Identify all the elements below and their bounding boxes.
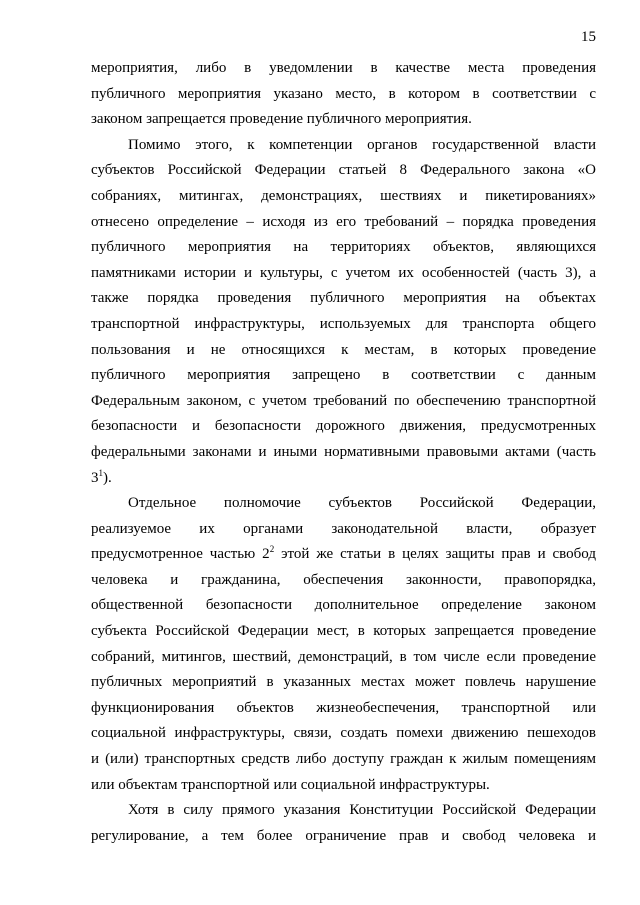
line-text: Федеральным законом, с учетом требований по обеспечению транспортной xyxy=(91,392,596,409)
text-line xyxy=(91,210,596,236)
text-line xyxy=(91,158,596,184)
line-text: 3 xyxy=(91,469,99,486)
footnote-superscript: 2 xyxy=(269,544,275,555)
line-text: субъектов Российской Федерации статьей 8 Федерального закона «О xyxy=(91,162,596,179)
text-line xyxy=(91,440,596,466)
line-text: собраний, митингов, шествий, демонстраций, в том числе если проведение xyxy=(91,648,596,665)
text-line xyxy=(91,414,596,440)
line-text: мероприятия, либо в уведомлении в качестве места проведения xyxy=(91,60,596,76)
line-text-continued: этой же статьи в целях защиты прав и свобод xyxy=(274,546,596,563)
text-line xyxy=(91,593,596,619)
line-text-continued: ). xyxy=(103,469,112,486)
text-line xyxy=(91,517,596,543)
line-text: публичных мероприятий в указанных местах может повлечь нарушение xyxy=(91,674,596,691)
line-text: Помимо этого, к компетенции органов государственной власти xyxy=(128,136,596,153)
text-line xyxy=(91,491,596,517)
line-text: федеральными законами и иными нормативными правовыми актами (часть xyxy=(91,443,596,460)
line-text: безопасности и безопасности дорожного движения, предусмотренных xyxy=(91,418,596,435)
text-line xyxy=(91,312,596,338)
line-text: публичного мероприятия запрещено в соответствии с данным xyxy=(91,367,596,384)
text-line xyxy=(91,747,596,773)
line-text: также порядка проведения публичного мероприятия на объектах xyxy=(91,290,596,307)
text-line xyxy=(91,619,596,645)
line-text: памятниками истории и культуры, с учетом их особенностей (часть 3), а xyxy=(91,264,596,281)
line-text: или объектам транспортной или социальной инфраструктуры. xyxy=(91,776,490,793)
footnote-superscript: 1 xyxy=(98,467,103,478)
line-text: предусмотренное частью 2 xyxy=(91,546,270,563)
line-text: Хотя в силу прямого указания Конституции Российской Федерации xyxy=(128,802,596,819)
line-text: публичного мероприятия на территориях объектов, являющихся xyxy=(91,239,596,256)
line-text: и (или) транспортных средств либо доступу граждан к жилым помещениям xyxy=(91,751,596,768)
line-text: законом запрещается проведение публичного мероприятия. xyxy=(91,111,472,128)
text-line xyxy=(91,542,596,568)
text-line xyxy=(91,466,596,492)
line-text: собраниях, митингах, демонстрациях, шествиях и пикетированиях» xyxy=(91,187,596,204)
line-text: Отдельное полномочие субъектов Российской Федерации, xyxy=(128,495,596,512)
line-text: социальной инфраструктуры, связи, создать помехи движению пешеходов xyxy=(91,725,596,742)
line-text: реализуемое их органами законодательной власти, образует xyxy=(91,520,596,537)
text-line xyxy=(91,286,596,312)
text-line xyxy=(91,798,596,824)
line-text: пользования и не относящихся к местам, в которых проведение xyxy=(91,341,596,358)
text-line xyxy=(91,824,596,850)
line-text: субъекта Российской Федерации мест, в которых запрещается проведение xyxy=(91,623,596,640)
text-line xyxy=(91,261,596,287)
page-number: 15 xyxy=(581,29,596,45)
text-line xyxy=(91,568,596,594)
text-line xyxy=(91,82,596,108)
text-line xyxy=(91,721,596,747)
line-text: регулирование, а тем более ограничение прав и свобод человека и xyxy=(91,827,596,844)
text-line xyxy=(91,363,596,389)
line-text: функционирования объектов жизнеобеспечения, транспортной или xyxy=(91,699,596,716)
text-line xyxy=(91,645,596,671)
line-text: человека и гражданина, обеспечения законности, правопорядка, xyxy=(91,571,596,588)
text-line xyxy=(91,107,596,133)
text-line xyxy=(91,133,596,159)
text-line xyxy=(91,235,596,261)
text-line xyxy=(91,670,596,696)
text-line xyxy=(91,184,596,210)
line-text: общественной безопасности дополнительное определение законом xyxy=(91,597,596,614)
text-line xyxy=(91,56,596,82)
body-text xyxy=(91,56,596,849)
text-line xyxy=(91,389,596,415)
line-text: транспортной инфраструктуры, используемых для транспорта общего xyxy=(91,315,596,332)
line-text: отнесено определение – исходя из его требований – порядка проведения xyxy=(91,213,596,230)
text-line xyxy=(91,696,596,722)
line-text: публичного мероприятия указано место, в котором в соответствии с xyxy=(91,85,596,102)
text-line xyxy=(91,773,596,799)
text-line xyxy=(91,338,596,364)
